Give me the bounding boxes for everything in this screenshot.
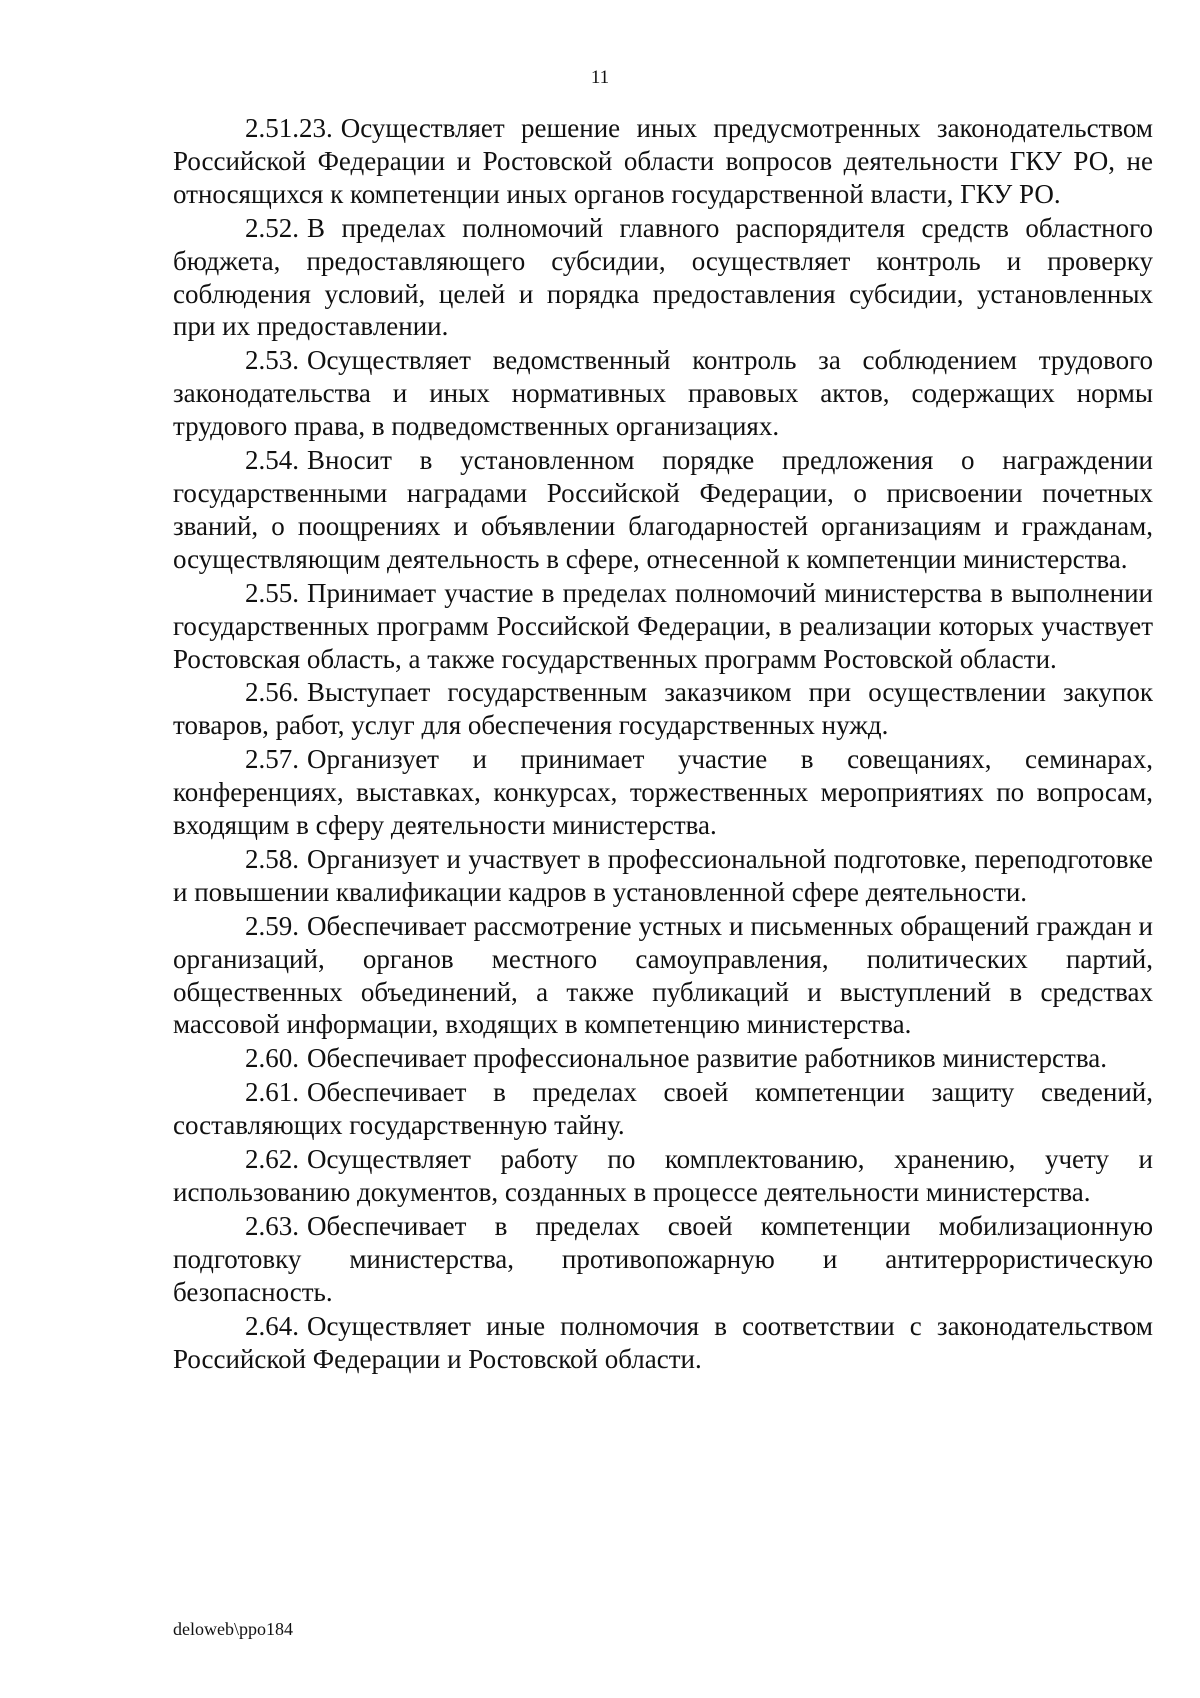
document-footer-code: deloweb\ppo184 [173, 1619, 293, 1639]
paragraph-2-58 [173, 843, 1153, 909]
paragraph-number: 2.52. [245, 212, 299, 243]
paragraph-number: 2.55. [245, 577, 299, 608]
paragraph-2-55 [173, 577, 1153, 676]
paragraph-2-63 [173, 1210, 1153, 1309]
paragraph-2-52 [173, 212, 1153, 344]
paragraph-text: Осуществляет работу по комплектованию, хранению, учету и использованию документов, созданных в процессе деятельности министерства. [173, 1144, 1153, 1207]
page-number: 11 [590, 67, 610, 88]
paragraph-text: Осуществляет ведомственный контроль за соблюдением трудового законодательства и иных нормативных правовых актов, содержащих нормы трудового права, в подведомственных организациях. [173, 345, 1153, 442]
paragraph-text: Вносит в установленном порядке предложения о награждении государственными наградами Российской Федерации, о присвоении почетных званий, о поощрениях и объявлении благодарностей организациям и гражданам, осуществляющим деятельность в сфере, отнесенной к компетенции министерства. [173, 445, 1153, 574]
paragraph-number: 2.63. [245, 1210, 299, 1241]
paragraph-text: Обеспечивает профессиональное развитие работников министерства. [307, 1043, 1107, 1074]
paragraph-text: Принимает участие в пределах полномочий министерства в выполнении государственных программ Российской Федерации, в реализации которых участвует Ростовская область, а также государственных программ Ростовской области. [173, 577, 1153, 674]
paragraph-number: 2.60. [245, 1043, 299, 1074]
paragraph-text: Организует и участвует в профессиональной подготовке, переподготовке и повышении квалификации кадров в установленной сфере деятельности. [173, 843, 1153, 907]
paragraph-text: Осуществляет иные полномочия в соответствии с законодательством Российской Федерации и Ростовской области. [173, 1310, 1153, 1374]
paragraph-2-54 [173, 444, 1153, 576]
paragraph-2-51-23 [173, 112, 1153, 211]
paragraph-number: 2.62. [245, 1144, 299, 1175]
paragraph-text: В пределах полномочий главного распорядителя средств областного бюджета, предоставляющего субсидии, осуществляет контроль и проверку соблюдения условий, целей и порядка предоставления субсидии, установленных при их предоставлении. [173, 212, 1153, 342]
paragraph-number: 2.56. [245, 677, 299, 708]
paragraph-2-61 [173, 1076, 1153, 1142]
paragraph-2-53 [173, 344, 1153, 443]
paragraph-number: 2.54. [245, 445, 299, 476]
paragraph-2-57 [173, 743, 1153, 842]
paragraph-2-56 [173, 676, 1153, 742]
paragraph-2-62 [173, 1143, 1153, 1209]
paragraph-number: 2.64. [245, 1310, 299, 1341]
paragraph-number: 2.57. [245, 744, 299, 775]
document-body [173, 112, 1153, 1376]
paragraph-2-59 [173, 910, 1153, 1042]
paragraph-number: 2.59. [245, 910, 299, 941]
paragraph-text: Организует и принимает участие в совещаниях, семинарах, конференциях, выставках, конкурсах, торжественных мероприятиях по вопросам, входящим в сферу деятельности министерства. [173, 744, 1153, 841]
paragraph-2-60 [173, 1042, 1153, 1075]
paragraph-text: Обеспечивает в пределах своей компетенции защиту сведений, составляющих государственную тайну. [173, 1077, 1153, 1141]
paragraph-text: Обеспечивает в пределах своей компетенции мобилизационную подготовку министерства, противопожарную и антитеррористическую безопасность. [173, 1210, 1153, 1307]
paragraph-text: Выступает государственным заказчиком при осуществлении закупок товаров, работ, услуг для обеспечения государственных нужд. [173, 677, 1153, 741]
paragraph-number: 2.58. [245, 843, 299, 874]
paragraph-2-64 [173, 1310, 1153, 1376]
paragraph-number: 2.53. [245, 345, 299, 376]
paragraph-text: Осуществляет решение иных предусмотренных законодательством Российской Федерации и Ростовской области вопросов деятельности ГКУ РО, не относящихся к компетенции иных органов государственной власти, ГКУ РО. [173, 113, 1153, 209]
paragraph-number: 2.51.23. [245, 113, 333, 143]
paragraph-text: Обеспечивает рассмотрение устных и письменных обращений граждан и организаций, органов местного самоуправления, политических партий, общественных объединений, а также публикаций и выступлений в средствах массовой информации, входящих в компетенцию министерства. [173, 910, 1153, 1040]
paragraph-number: 2.61. [245, 1077, 299, 1108]
